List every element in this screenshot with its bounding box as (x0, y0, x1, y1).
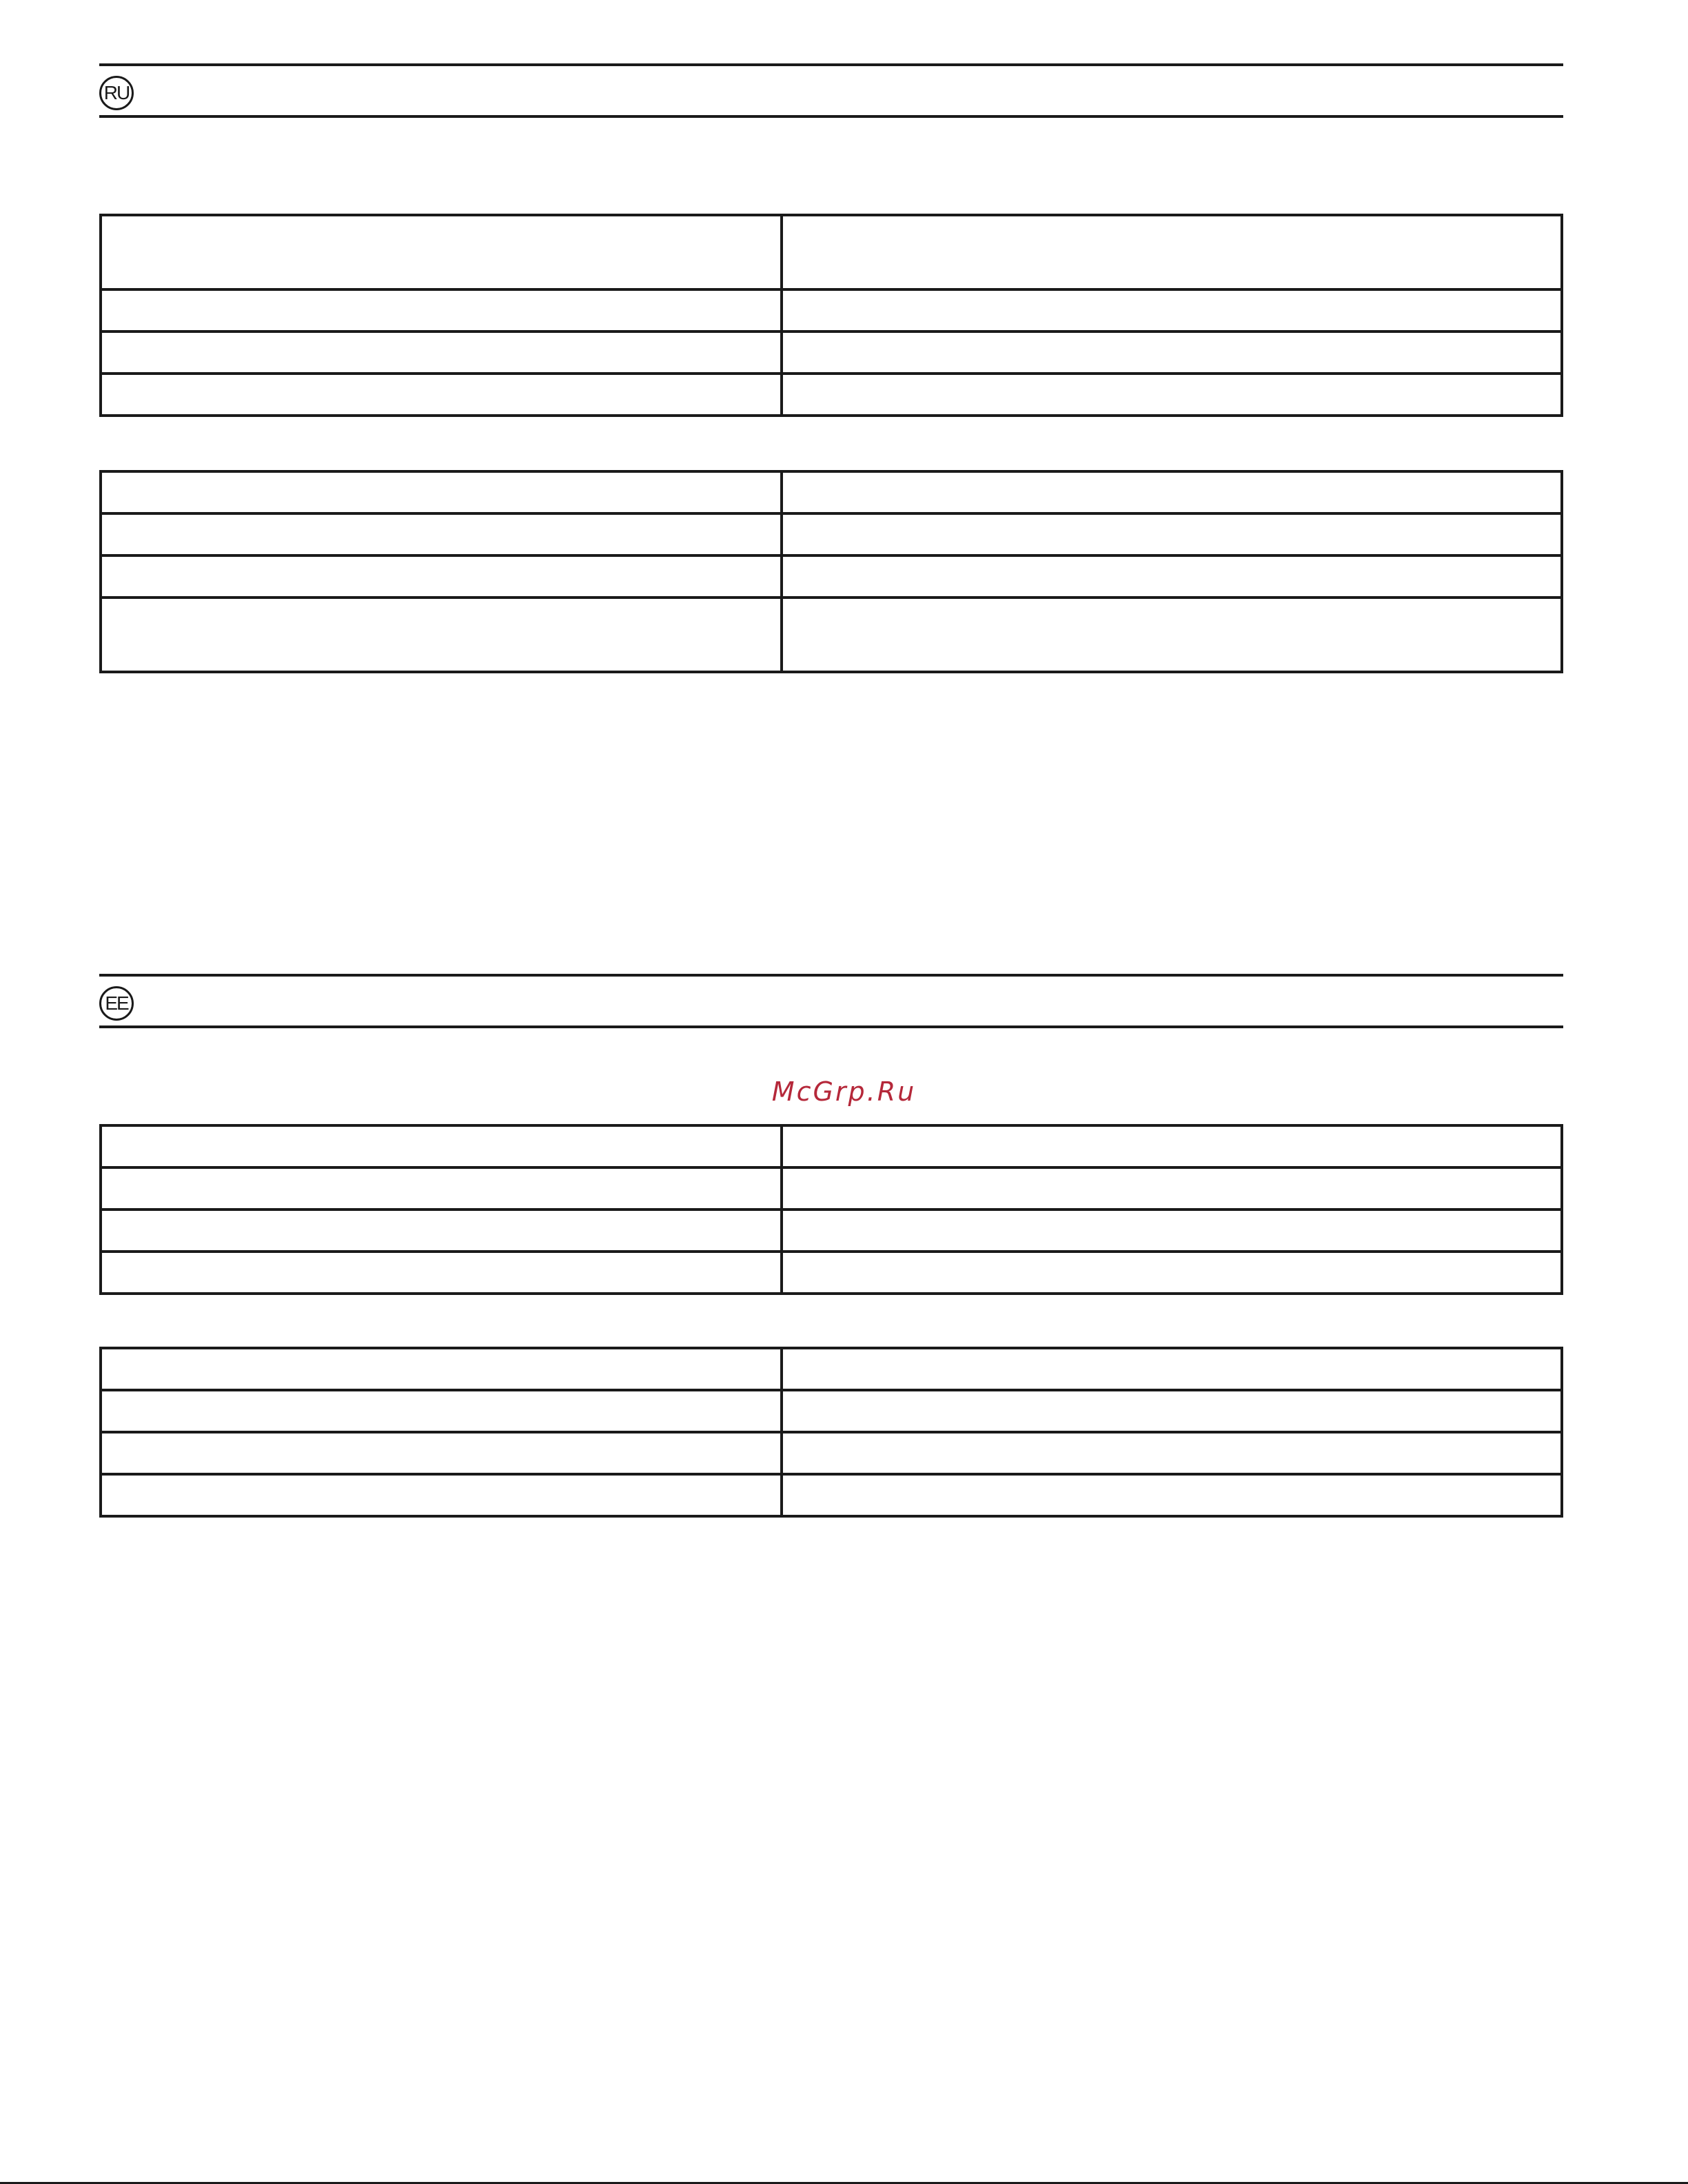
table-cell (101, 1125, 782, 1167)
table-row (101, 374, 1562, 416)
table-cell (782, 331, 1562, 374)
table-cell (101, 289, 782, 331)
table-cell (782, 555, 1562, 598)
table-row (101, 1252, 1562, 1294)
table-cell (101, 471, 782, 513)
table-row (101, 555, 1562, 598)
table-cell (782, 1125, 1562, 1167)
table-cell (101, 1252, 782, 1294)
table-cell (782, 374, 1562, 416)
table-cell (101, 1210, 782, 1252)
table-cell (782, 1167, 1562, 1210)
table-row (101, 1125, 1562, 1167)
table-cell (101, 1390, 782, 1432)
table-cell (782, 1474, 1562, 1516)
form-table-4 (99, 1347, 1563, 1518)
table-cell (782, 289, 1562, 331)
language-badge-ee: EE (99, 986, 134, 1021)
table-row (101, 1210, 1562, 1252)
table-row (101, 1167, 1562, 1210)
table-row (101, 1474, 1562, 1516)
table-cell (101, 598, 782, 672)
language-badge-ru: RU (99, 76, 134, 110)
table-row (101, 513, 1562, 555)
table-cell (782, 1348, 1562, 1390)
form-table-1 (99, 214, 1563, 417)
table-cell (101, 1348, 782, 1390)
top-rule (99, 974, 1563, 977)
table-row (101, 598, 1562, 672)
table-row (101, 1390, 1562, 1432)
table-cell (101, 374, 782, 416)
bottom-rule (99, 1025, 1563, 1028)
top-rule (99, 63, 1563, 66)
table-cell (101, 513, 782, 555)
table-cell (782, 598, 1562, 672)
form-table-2 (99, 470, 1563, 673)
watermark-text: McGrp.Ru (771, 1076, 917, 1107)
bottom-rule (99, 115, 1563, 118)
table-cell (101, 1432, 782, 1474)
table-cell (782, 1252, 1562, 1294)
table-row (101, 471, 1562, 513)
table-cell (782, 1210, 1562, 1252)
form-table-3 (99, 1124, 1563, 1295)
table-row (101, 331, 1562, 374)
table-cell (101, 215, 782, 289)
table-cell (782, 215, 1562, 289)
table-cell (782, 1432, 1562, 1474)
table-cell (782, 513, 1562, 555)
table-row (101, 289, 1562, 331)
table-row (101, 1432, 1562, 1474)
table-row (101, 215, 1562, 289)
table-cell (101, 1167, 782, 1210)
table-cell (782, 471, 1562, 513)
table-row (101, 1348, 1562, 1390)
table-cell (782, 1390, 1562, 1432)
table-cell (101, 555, 782, 598)
table-cell (101, 1474, 782, 1516)
table-cell (101, 331, 782, 374)
